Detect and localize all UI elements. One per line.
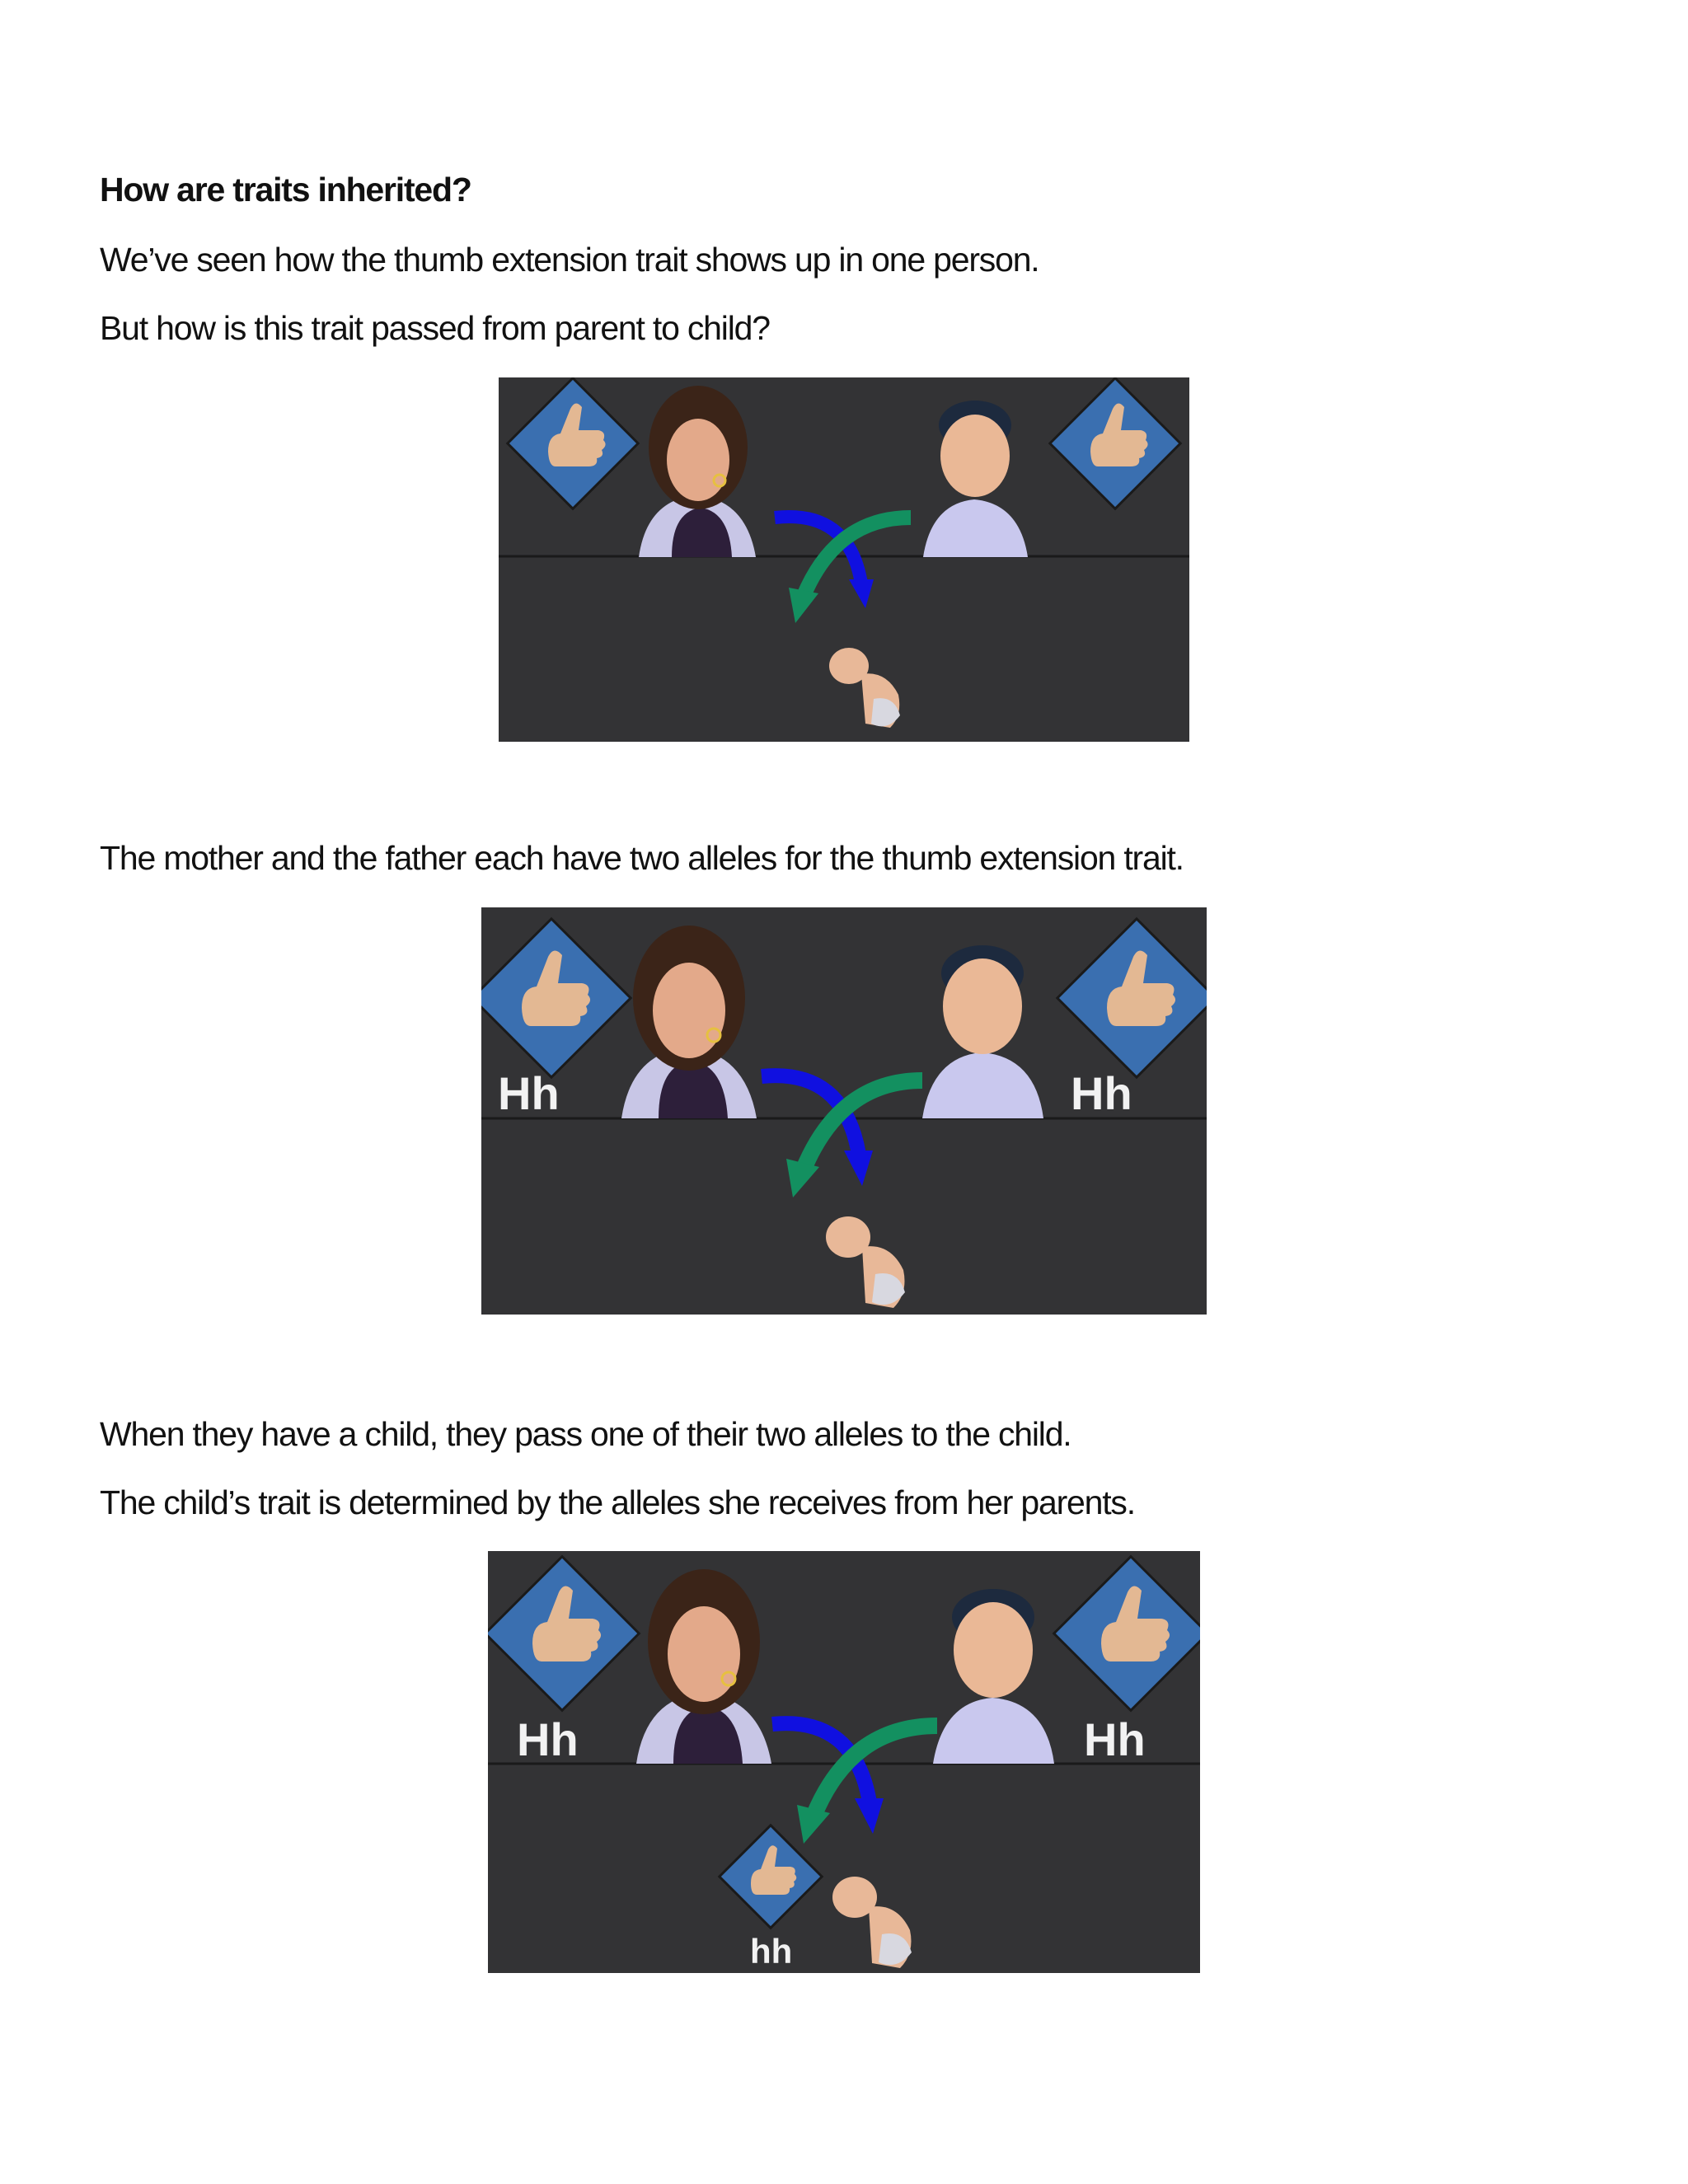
mother-figure	[639, 386, 756, 557]
father-figure	[933, 1589, 1054, 1764]
mother-genotype-label: Hh	[517, 1713, 579, 1765]
green-allele-arrow-icon	[789, 518, 911, 623]
baby-figure	[832, 1877, 912, 1968]
section-heading: How are traits inherited?	[100, 171, 471, 209]
paragraph-3-line-2: The child’s trait is determined by the alleles she receives from her parents.	[100, 1483, 1135, 1521]
paragraph-1-line-1: We’ve seen how the thumb extension trait shows up in one person.	[100, 241, 1039, 279]
child-genotype-label: hh	[750, 1932, 793, 1971]
inheritance-illustration	[488, 1551, 1200, 1973]
mother-figure	[636, 1569, 771, 1764]
mother-thumb-icon	[488, 1557, 639, 1711]
baby-figure	[826, 1216, 905, 1308]
paragraph-2: The mother and the father each have two alleles for the thumb extension trait.	[100, 839, 1184, 877]
father-figure	[922, 945, 1043, 1118]
father-genotype-label: Hh	[1071, 1067, 1132, 1119]
baby-figure	[829, 648, 900, 728]
father-figure	[923, 401, 1028, 557]
paragraph-3-line-1: When they have a child, they pass one of their two alleles to the child.	[100, 1415, 1071, 1453]
father-thumb-icon	[1054, 1557, 1200, 1711]
mother-figure	[621, 926, 757, 1118]
mother-genotype-label: Hh	[498, 1067, 560, 1119]
inheritance-figure-2	[481, 907, 1207, 1315]
inheritance-figure-3	[488, 1551, 1200, 1973]
father-genotype-label: Hh	[1084, 1713, 1146, 1765]
mother-thumb-icon	[508, 378, 638, 509]
inheritance-illustration	[499, 377, 1189, 742]
child-thumb-icon	[720, 1825, 822, 1928]
father-thumb-icon	[1057, 919, 1207, 1077]
father-thumb-icon	[1050, 378, 1180, 509]
mother-thumb-icon	[481, 919, 631, 1077]
inheritance-illustration	[481, 907, 1207, 1315]
paragraph-1-line-2: But how is this trait passed from parent to child?	[100, 309, 770, 347]
inheritance-figure-1	[499, 377, 1189, 742]
